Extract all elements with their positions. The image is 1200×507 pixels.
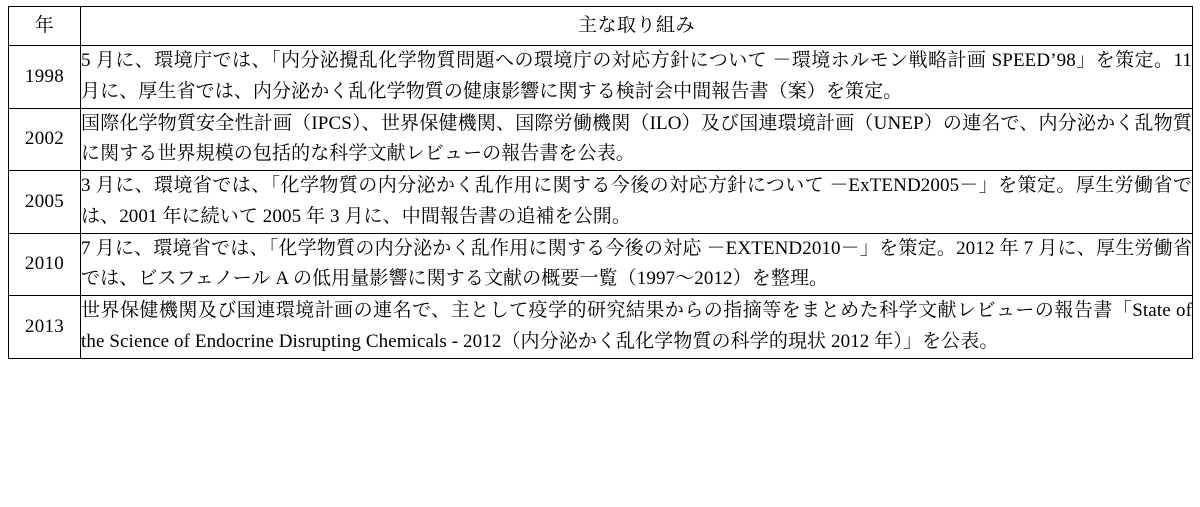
table-body [9,46,1193,359]
cell-year: 2013 [9,296,81,359]
column-header-activity: 主な取り組み [81,7,1193,46]
table-header [9,7,1193,46]
table-row [9,171,1193,234]
table-row [9,108,1193,171]
column-header-year: 年 [9,7,81,46]
cell-activity-text: 世界保健機関及び国連環境計画の連名で、主として疫学的研究結果からの指摘等をまとめた科学文献レビューの報告書「State of the Science of Endocrine Disrupting Chemicals - 2012（内分泌かく乱化学物質の科学的現状 2012 年）」を公表。 [81,300,1192,352]
cell-year: 2010 [9,233,81,296]
cell-activity [81,46,1193,109]
table-row [9,233,1193,296]
cell-activity-text: 5 月に、環境庁では、「内分泌攪乱化学物質問題への環境庁の対応方針について －環境ホルモン戦略計画 SPEED’98」を策定。11 月に、厚生省では、内分泌かく乱化学物質の健康影響に関する検討会中間報告書（案）を策定。 [81,50,1192,102]
cell-activity-text: 7 月に、環境省では、「化学物質の内分泌かく乱作用に関する今後の対応 －EXTEND2010－」を策定。2012 年 7 月に、厚生労働省では、ビスフェノール A の低用量影響に関する文献の概要一覧（1997～2012）を整理。 [81,237,1192,290]
table-row [9,46,1193,109]
cell-activity [81,233,1193,296]
cell-activity-text: 国際化学物質安全性計画（IPCS）、世界保健機関、国際労働機関（ILO）及び国連環境計画（UNEP）の連名で、内分泌かく乱物質に関する世界規模の包括的な科学文献レビューの報告書を公表。 [81,112,1192,165]
cell-activity [81,108,1193,171]
table-header-row [9,7,1193,46]
main-table [8,6,1193,359]
cell-year: 2002 [9,108,81,171]
cell-activity [81,171,1193,234]
cell-activity-text: 3 月に、環境省では、「化学物質の内分泌かく乱作用に関する今後の対応方針について －ExTEND2005－」を策定。厚生労働省では、2001 年に続いて 2005 年 3 月に、中間報告書の追補を公開。 [81,175,1192,227]
cell-activity [81,296,1193,359]
cell-year: 2005 [9,171,81,234]
table-row [9,296,1193,359]
cell-year: 1998 [9,46,81,109]
